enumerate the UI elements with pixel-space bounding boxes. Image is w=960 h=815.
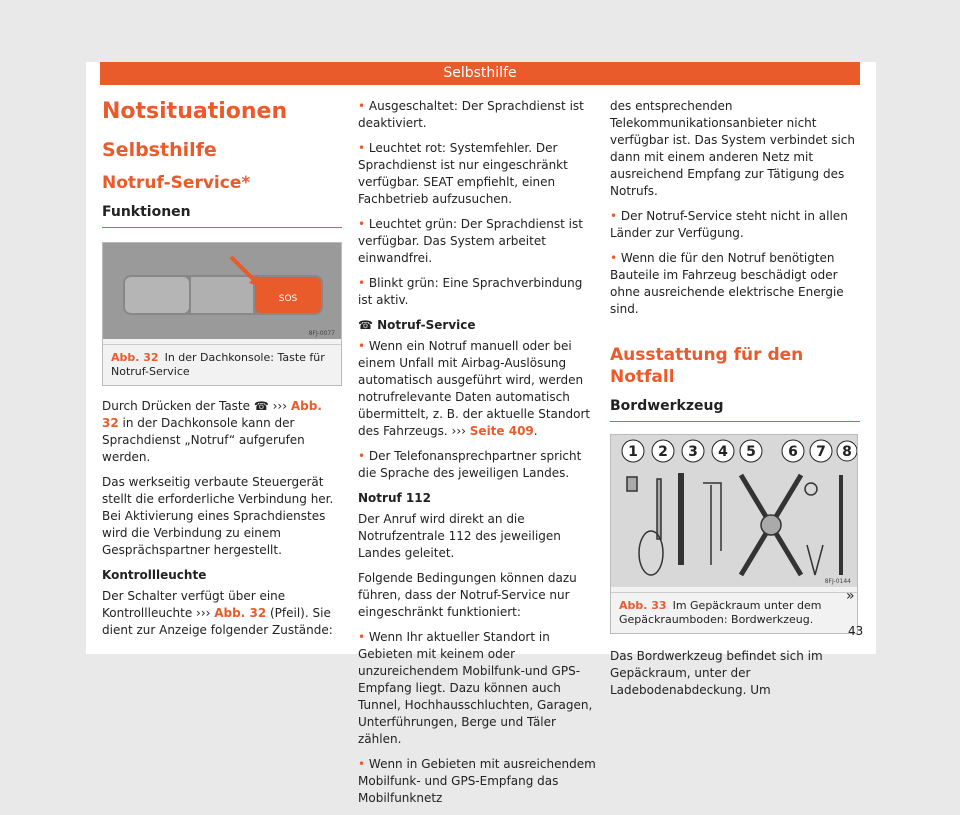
svg-text:8: 8	[842, 444, 852, 460]
bullet: • Ausgeschaltet: Der Sprachdienst ist deaktiviert.	[358, 99, 584, 130]
para: Der Anruf wird direkt an die Notrufzentrale 112 des jeweiligen Landes geleitet.	[358, 512, 561, 560]
svg-text:1: 1	[628, 444, 638, 460]
svg-text:6: 6	[788, 444, 798, 460]
page-number: 43	[848, 624, 864, 638]
figure-32-caption: Abb. 32 In der Dachkonsole: Taste für Notruf-Service	[103, 344, 341, 385]
svg-text:7: 7	[816, 444, 826, 460]
sos-button-illustration	[103, 243, 341, 339]
sub-notruf-service: ☎ Notruf-Service	[358, 318, 476, 332]
link-abb32[interactable]: Abb. 32	[102, 399, 322, 430]
tool-kit-illustration	[611, 435, 857, 587]
heading-selbsthilfe: Selbsthilfe	[102, 139, 217, 161]
link-seite-409[interactable]: Seite 409	[469, 424, 534, 438]
bullet: • Leuchtet rot: Systemfehler. Der Sprachdienst ist nur eingeschränkt verfügbar. SEAT empfiehlt, einen Fachbetrieb aufzusuchen.	[358, 141, 568, 206]
column-1	[102, 98, 342, 647]
para-1: Durch Drücken der Taste ☎ ››› Abb. 32 in der Dachkonsole kann der Sprachdienst „Notruf“ aufgerufen werden.	[102, 399, 322, 464]
bullet: • Blinkt grün: Eine Sprachverbindung ist aktiv.	[358, 276, 583, 307]
fig32-code: 8FJ-0077	[308, 330, 335, 337]
column-3	[610, 98, 860, 707]
svg-text:4: 4	[718, 444, 728, 460]
figure-33	[610, 434, 858, 634]
svg-text:2: 2	[658, 444, 668, 460]
bullet: • Wenn in Gebieten mit ausreichendem Mobilfunk- und GPS-Empfang das Mobilfunknetz	[358, 757, 596, 805]
heading-bordwerkzeug: Bordwerkzeug	[610, 398, 860, 422]
sub-kontrollleuchte: Kontrollleuchte	[102, 568, 207, 582]
svg-text:5: 5	[746, 444, 756, 460]
sub-notruf-112: Notruf 112	[358, 491, 431, 505]
para: Das Bordwerkzeug befindet sich im Gepäckraum, unter der Ladebodenabdeckung. Um	[610, 649, 823, 697]
figure-33-caption: Abb. 33 Im Gepäckraum unter dem Gepäckraumboden: Bordwerkzeug.	[611, 592, 857, 633]
heading-notruf-service: Notruf-Service*	[102, 173, 251, 193]
heading-notsituationen: Notsituationen	[102, 99, 288, 124]
para-3: Der Schalter verfügt über eine Kontrollleuchte ››› Abb. 32 (Pfeil). Sie dient zur Anzeige folgender Zustände:	[102, 589, 333, 637]
sos-icon: ☎	[358, 318, 373, 332]
bullet: • Der Telefonansprechpartner spricht die Sprache des jeweiligen Landes.	[358, 449, 582, 480]
heading-ausstattung: Ausstattung für den Notfall	[610, 345, 804, 387]
para: des entsprechenden Telekommunikationsanbieter nicht verfügbar ist. Das System verbindet sich dann mit einem anderen Netz mit ausreichend Empfang zur Tätigung des Notrufs.	[610, 99, 856, 198]
sos-label: SOS	[278, 294, 298, 304]
bullet: • Wenn Ihr aktueller Standort in Gebieten mit keinem oder unzureichendem Mobilfunk-und GPS-Empfang liegt. Dazu können auch Tunnel, Hochhausschluchten, Garagen, Unterführungen, Berge und Täler zählen.	[358, 630, 593, 746]
svg-text:8FJ-0144: 8FJ-0144	[824, 578, 851, 585]
bullet: • Leuchtet grün: Der Sprachdienst ist verfügbar. Das System arbeitet einwandfrei.	[358, 217, 583, 265]
bullet: • Der Notruf-Service steht nicht in allen Länder zur Verfügung.	[610, 209, 848, 240]
sos-icon: ☎	[253, 399, 269, 413]
link-abb32-2[interactable]: Abb. 32	[214, 606, 267, 620]
para: Folgende Bedingungen können dazu führen, dass der Notruf-Service nur eingeschränkt funktioniert:	[358, 571, 577, 619]
heading-funktionen: Funktionen	[102, 204, 342, 228]
bullet: • Wenn ein Notruf manuell oder bei einem Unfall mit Airbag-Auslösung automatisch ausgeführt wird, werden notrufrelevante Daten automatisch übermittelt, z. B. der aktuelle Standort des Fahrzeugs. ››› Seite 409.	[358, 339, 591, 438]
continue-mark: »	[846, 588, 855, 604]
para-2: Das werkseitig verbaute Steuergerät stellt die erforderliche Verbindung her. Bei Aktivierung eines Sprachdienstes wird die Verbindung zu einem Gesprächspartner hergestellt.	[102, 475, 334, 557]
bullet: • Wenn die für den Notruf benötigten Bauteile im Fahrzeug beschädigt oder ohne ausreichende elektrische Energie sind.	[610, 251, 844, 316]
page-header: Selbsthilfe	[100, 62, 860, 85]
figure-32	[102, 242, 342, 386]
column-2	[358, 98, 598, 815]
svg-text:3: 3	[688, 444, 698, 460]
